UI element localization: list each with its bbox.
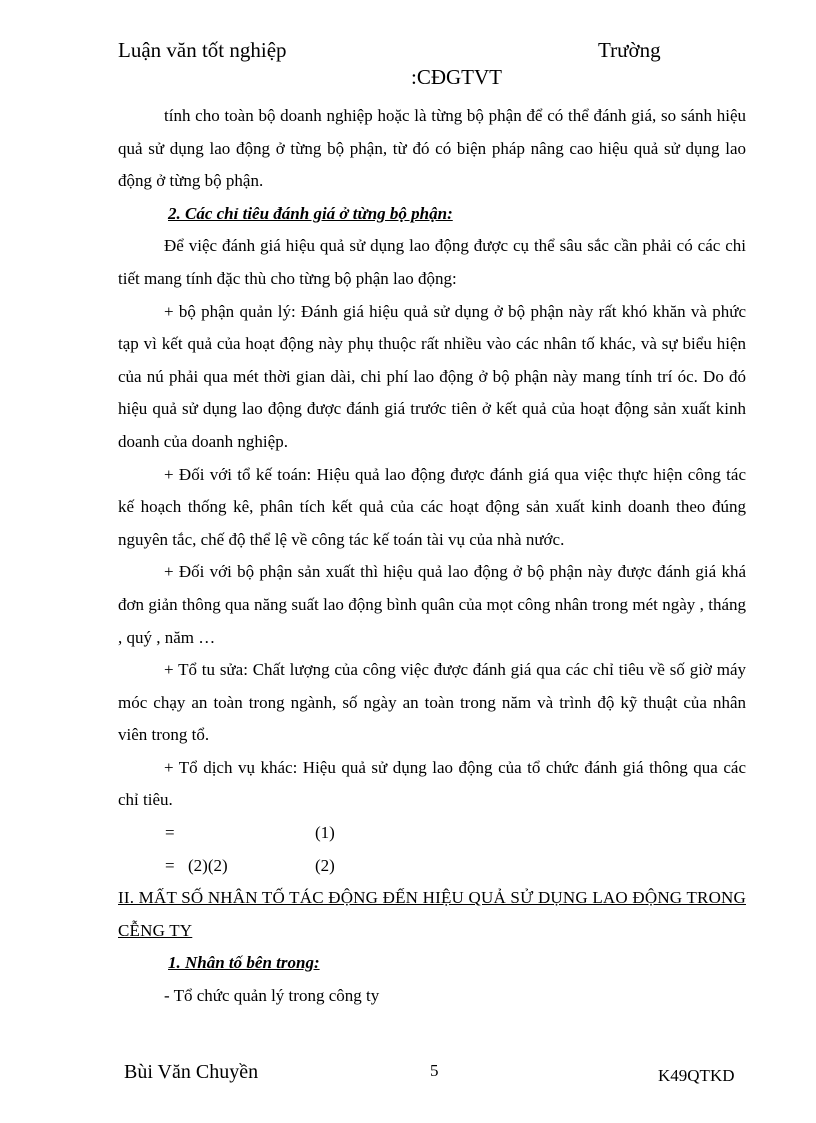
formula-1 [118, 817, 746, 850]
subheading-internal-factors: 1. Nhân tố bên trong: [168, 953, 320, 973]
formula-1-number: (1) [315, 823, 335, 843]
document-body [118, 100, 746, 1013]
formula-2-expression: (2)(2) [188, 855, 228, 875]
footer-class: K49QTKD [658, 1066, 735, 1085]
paragraph-services: + Tổ dịch vụ khác: Hiệu quả sử dụng lao động của tổ chức đánh giá thông qua các chỉ tiêu. [118, 757, 746, 810]
paragraph-1: tính cho toàn bộ doanh nghiệp hoặc là từng bộ phận để có thể đánh giá, so sánh hiệu quả sử dụng lao động ở từng bộ phận, từ đó có biện pháp nâng cao hiệu quả sử dụng lao động ở từng bộ phận. [118, 106, 746, 191]
paragraph-2: Để việc đánh giá hiệu quả sử dụng lao động được cụ thể sâu sắc cần phải có các chi tiết mang tính đặc thù cho từng bộ phận lao động: [118, 236, 746, 288]
paragraph-repair: + Tổ tu sửa: Chất lượng của công việc được đánh giá qua các chỉ tiêu về số giờ máy móc chạy an toàn trong ngành, số ngày an toàn trong năm và trình độ kỹ thuật của nhân viên trong tổ. [118, 660, 746, 745]
list-item: - Tổ chức quản lý trong công ty [164, 986, 380, 1006]
paragraph-production: + Đối với bộ phận sản xuất thì hiệu quả lao động ở bộ phận này được đánh giá khá đơn giản thông qua năng suất lao động bình quân của mọt công nhân trong mét ngày , tháng , quý , năm … [118, 562, 746, 647]
footer-author: Bùi Văn Chuyền [124, 1061, 259, 1083]
subheading-2: 2. Các chỉ tiêu đánh giá ở từng bộ phận: [168, 203, 453, 223]
paragraph-accounting: + Đối với tổ kế toán: Hiệu quả lao động được đánh giá qua việc thực hiện công tác kế hoạch thống kê, phân tích kết quả của các hoạt động sản xuất kinh doanh theo đúng nguyên tắc, chế độ thể lệ về công tác kế toán tài vụ của nhà nước. [118, 464, 746, 549]
formula-2 [118, 850, 746, 883]
formula-2-number: (2) [315, 855, 335, 875]
formula-1-eq: = [165, 823, 175, 843]
paragraph-management: + bộ phận quản lý: Đánh giá hiệu quả sử dụng ở bộ phận này rất khó khăn và phức tạp vì kết quả của hoạt động này phụ thuộc rất nhiều vào các nhân tố khác, và sự biểu hiện của nú phải qua mét thời gian dài, chi phí lao động ở bộ phận này mang tính trí óc. Do đó hiệu quả sử dụng lao động được đánh giá trước tiên ở kết quả của hoạt động sản xuất kinh doanh của doanh nghiệp. [118, 301, 746, 451]
section-heading-2: II. MẤT SỐ NHÂN TỐ TÁC ĐỘNG ĐẾN HIỆU QUẢ SỬ DỤNG LAO ĐỘNG TRONG CỄNG TY [118, 888, 746, 940]
header-title-left: Luận văn tốt nghiệp [118, 38, 287, 62]
formula-2-eq: = [165, 855, 175, 875]
header-title-right: Trường [598, 38, 661, 62]
header-subline: :CĐGTVT [411, 65, 502, 89]
page-number: 5 [430, 1061, 439, 1080]
